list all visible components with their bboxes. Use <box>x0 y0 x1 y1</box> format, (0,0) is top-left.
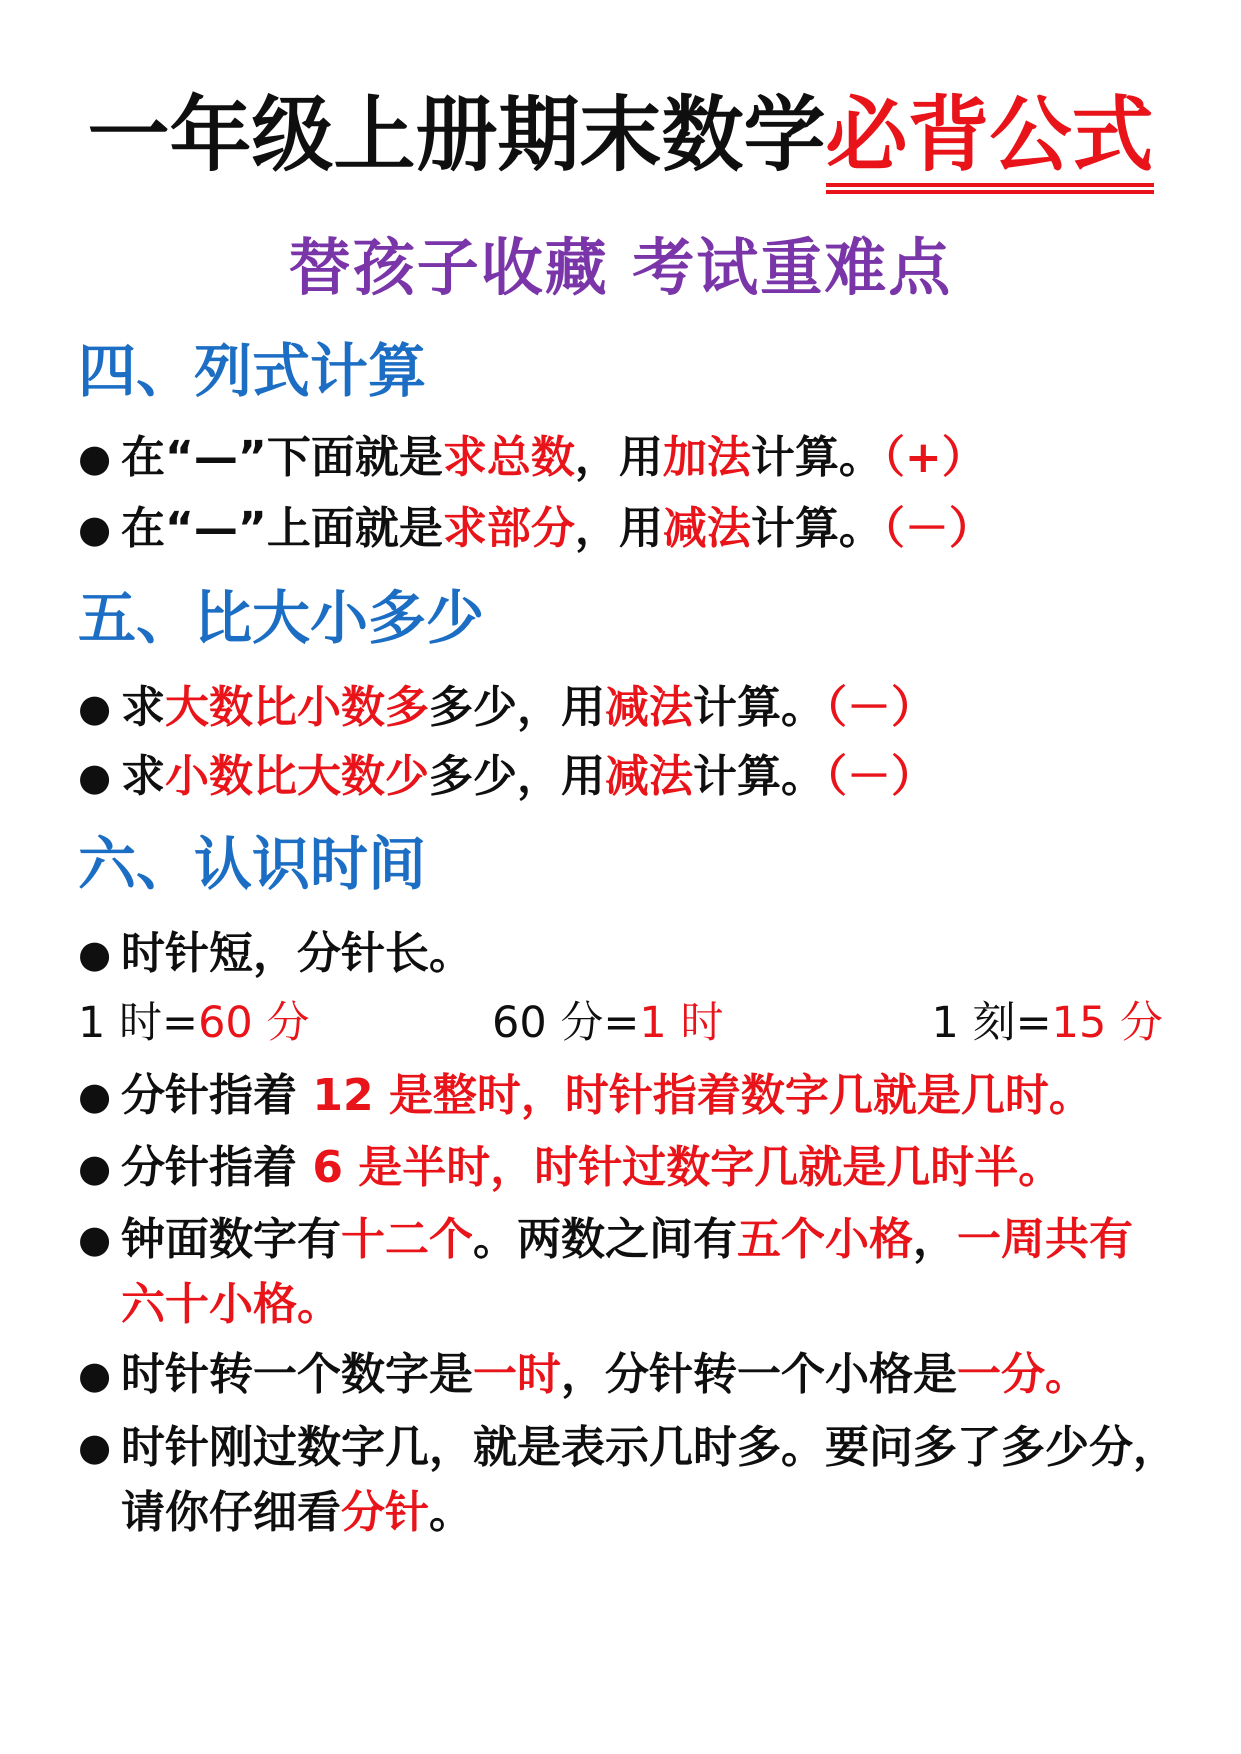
text-segment: 。两数之间有 <box>473 1214 737 1265</box>
text-segment: 多少，用 <box>429 751 605 802</box>
text-segment: 分针指着 <box>121 1070 313 1121</box>
bullet-dot: ● <box>78 932 112 976</box>
conversion-value: 1 时 <box>639 998 724 1048</box>
bullet-dot: ● <box>78 755 112 799</box>
bullet-dot: ● <box>78 1146 112 1190</box>
page-title-highlight: 必背公式 <box>826 88 1154 194</box>
section-heading-list-calculation: 四、列式计算 <box>78 337 427 405</box>
page-subtitle: 替孩子收藏 考试重难点 <box>288 231 953 304</box>
bullet-dot: ● <box>78 1353 112 1397</box>
conversion-label: 1 时= <box>78 998 199 1048</box>
time-unit-conversion <box>492 995 723 1051</box>
text-segment: ，用 <box>574 503 663 554</box>
text-segment: 时针转一个数字是 <box>121 1349 473 1400</box>
highlight-segment: 大数比小数多 <box>165 682 429 733</box>
highlight-segment: 减法 <box>662 503 751 554</box>
highlight-segment: （－） <box>825 751 935 802</box>
text-segment: 请你仔细看 <box>121 1487 341 1538</box>
page-title <box>0 86 1241 186</box>
highlight-segment: （－） <box>882 503 993 554</box>
bullet-item <box>78 1415 1177 1545</box>
highlight-segment: 减法 <box>605 751 693 802</box>
text-segment: 计算。 <box>750 503 883 554</box>
highlight-segment: 一时 <box>473 1349 561 1400</box>
text-segment: ， <box>913 1214 957 1265</box>
conversion-label: 60 分= <box>492 998 640 1048</box>
highlight-segment: 五个小格 <box>737 1214 913 1265</box>
text-segment: 时针刚过数字几，就是表示几时多。要问多了多少分， <box>121 1422 1177 1473</box>
page-title-main: 一年级上册期末数学 <box>87 88 826 183</box>
bullet-dot: ● <box>78 1074 112 1118</box>
conversion-value: 60 分 <box>198 998 310 1048</box>
bullet-dot: ● <box>78 686 112 730</box>
text-segment: ，用 <box>574 432 663 483</box>
text-segment: ，分针转一个小格是 <box>561 1349 957 1400</box>
highlight-segment: 加法 <box>662 432 751 483</box>
bullet-item <box>78 1068 1093 1124</box>
bullet-dot: ● <box>78 1425 112 1469</box>
bullet-item <box>78 501 993 557</box>
highlight-segment: 分针 <box>341 1487 429 1538</box>
highlight-segment: 一周共有 <box>957 1214 1133 1265</box>
text-segment: 钟面数字有 <box>121 1214 341 1265</box>
highlight-segment: 一分。 <box>957 1349 1089 1400</box>
conversion-value: 15 分 <box>1051 998 1163 1048</box>
section-heading-compare-size: 五、比大小多少 <box>78 584 485 652</box>
bullet-dot: ● <box>78 436 112 480</box>
text-segment: 在“—”下面就是 <box>121 432 443 483</box>
highlight-segment: （－） <box>825 682 935 733</box>
time-unit-conversion <box>78 995 309 1051</box>
highlight-segment: 求部分 <box>442 503 575 554</box>
text-segment: 。 <box>429 1487 473 1538</box>
time-unit-conversion <box>932 995 1163 1051</box>
bullet-item <box>78 749 935 805</box>
text-segment: 分针指着 <box>121 1142 313 1193</box>
text-segment: 求 <box>121 682 165 733</box>
conversion-label: 1 刻= <box>931 998 1052 1048</box>
highlight-segment: （+） <box>882 432 986 483</box>
bullet-item <box>78 1207 1133 1337</box>
text-segment: 时针短，分针长。 <box>121 928 473 979</box>
bullet-dot: ● <box>78 507 112 551</box>
text-segment: 计算。 <box>693 751 825 802</box>
bullet-item <box>78 430 986 486</box>
bullet-item <box>78 680 935 736</box>
highlight-segment: 12 是整时，时针指着数字几就是几时。 <box>312 1070 1093 1121</box>
text-segment: 在“—”上面就是 <box>121 503 443 554</box>
highlight-segment: 求总数 <box>442 432 575 483</box>
text-segment: 计算。 <box>693 682 825 733</box>
text-segment: 多少，用 <box>429 682 605 733</box>
bullet-dot: ● <box>78 1217 112 1261</box>
highlight-segment: 小数比大数少 <box>165 751 429 802</box>
highlight-segment: 6 是半时，时针过数字几就是几时半。 <box>312 1142 1063 1193</box>
text-segment: 计算。 <box>750 432 883 483</box>
highlight-segment: 十二个 <box>341 1214 473 1265</box>
bullet-item <box>78 926 473 982</box>
highlight-segment: 六十小格。 <box>121 1279 341 1330</box>
section-heading-telling-time: 六、认识时间 <box>78 830 427 898</box>
highlight-segment: 减法 <box>605 682 693 733</box>
bullet-item <box>78 1347 1089 1403</box>
text-segment: 求 <box>121 751 165 802</box>
bullet-item <box>78 1140 1062 1196</box>
